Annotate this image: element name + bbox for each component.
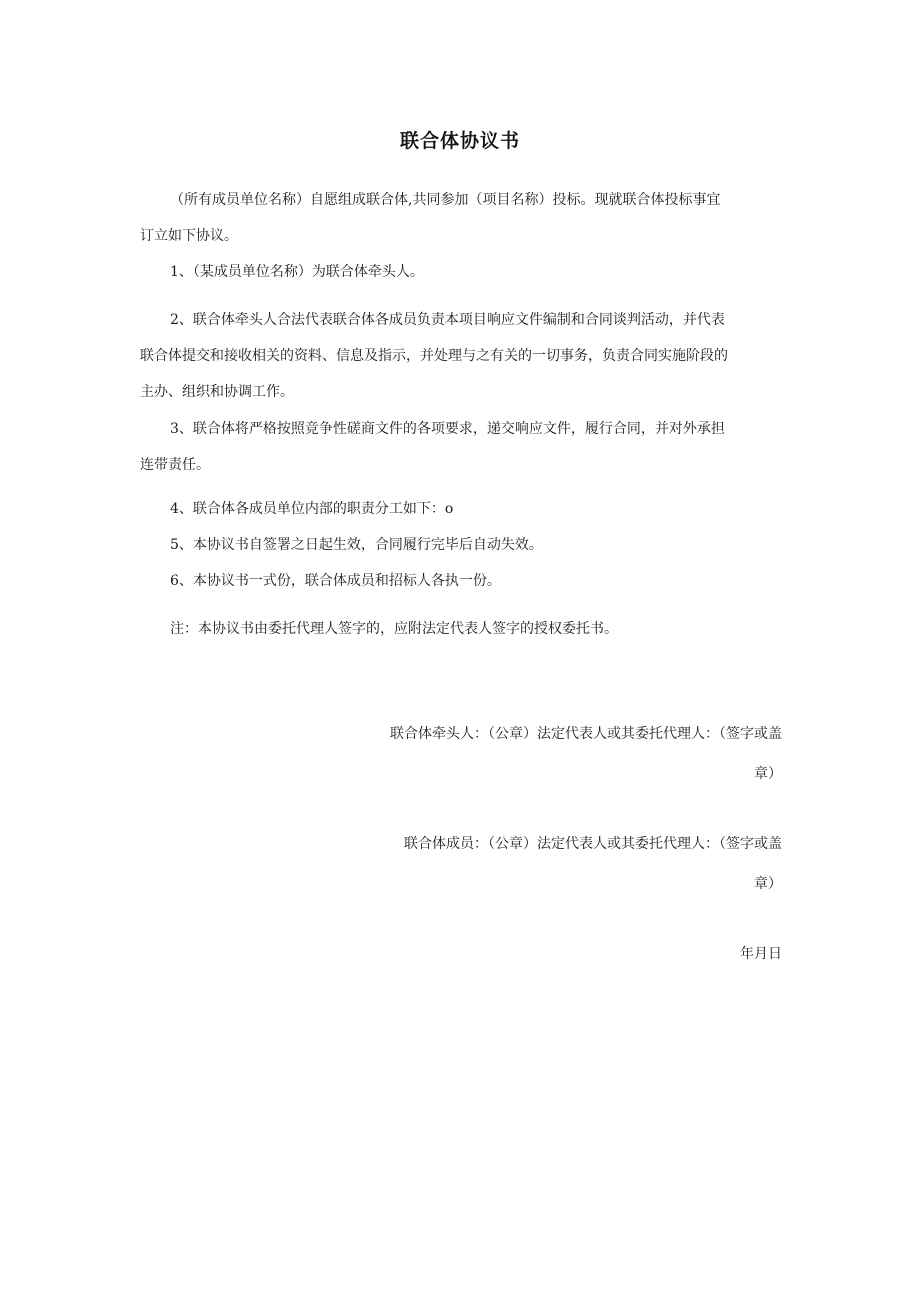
intro-paragraph [140,182,785,254]
intro-line-2: 订立如下协议。 [140,228,238,244]
clause-4-text: 4、联合体各成员单位内部的职责分工如下：o [170,501,454,517]
clause-2 [140,302,785,410]
clause-4 [140,491,785,527]
clause-5 [140,527,785,563]
lead-member-signature-line-2: 章） [754,766,782,782]
clause-5-text: 5、本协议书自签署之日起生效，合同履行完毕后自动失效。 [170,537,543,553]
clause-6 [140,563,785,599]
clause-2-line-2: 联合体提交和接收相关的资料、信息及指示，并处理与之有关的一切事务，负责合同实施阶段的 [140,348,728,364]
clause-2-line-3: 主办、组织和协调工作。 [140,384,294,400]
date-line: 年月日 [740,946,782,962]
lead-member-signature-block [322,714,782,794]
clause-1-text: 1、（某成员单位名称）为联合体牵头人。 [170,264,424,280]
clause-2-line-1: 2、联合体牵头人合法代表联合体各成员负责本项目响应文件编制和合同谈判活动，并代表 [170,312,725,328]
member-signature-line-1: 联合体成员：（公章）法定代表人或其委托代理人：（签字或盖 [404,836,782,852]
intro-line-1: （所有成员单位名称）自愿组成联合体,共同参加（项目名称）投标。现就联合体投标事宜 [170,192,721,208]
note [140,611,785,647]
clause-3-line-2: 连带责任。 [140,457,210,473]
note-text: 注：本协议书由委托代理人签字的，应附法定代表人签字的授权委托书。 [170,621,618,637]
clause-6-text: 6、本协议书一式份，联合体成员和招标人各执一份。 [170,573,501,589]
clause-1 [140,254,785,290]
document-title: 联合体协议书 [399,130,520,152]
lead-member-signature-line-1: 联合体牵头人：（公章）法定代表人或其委托代理人：（签字或盖 [390,726,782,742]
clause-3 [140,411,785,483]
clause-3-line-1: 3、联合体将严格按照竞争性磋商文件的各项要求，递交响应文件，履行合同，并对外承担 [170,421,725,437]
member-signature-block [322,824,782,904]
member-signature-line-2: 章） [754,876,782,892]
